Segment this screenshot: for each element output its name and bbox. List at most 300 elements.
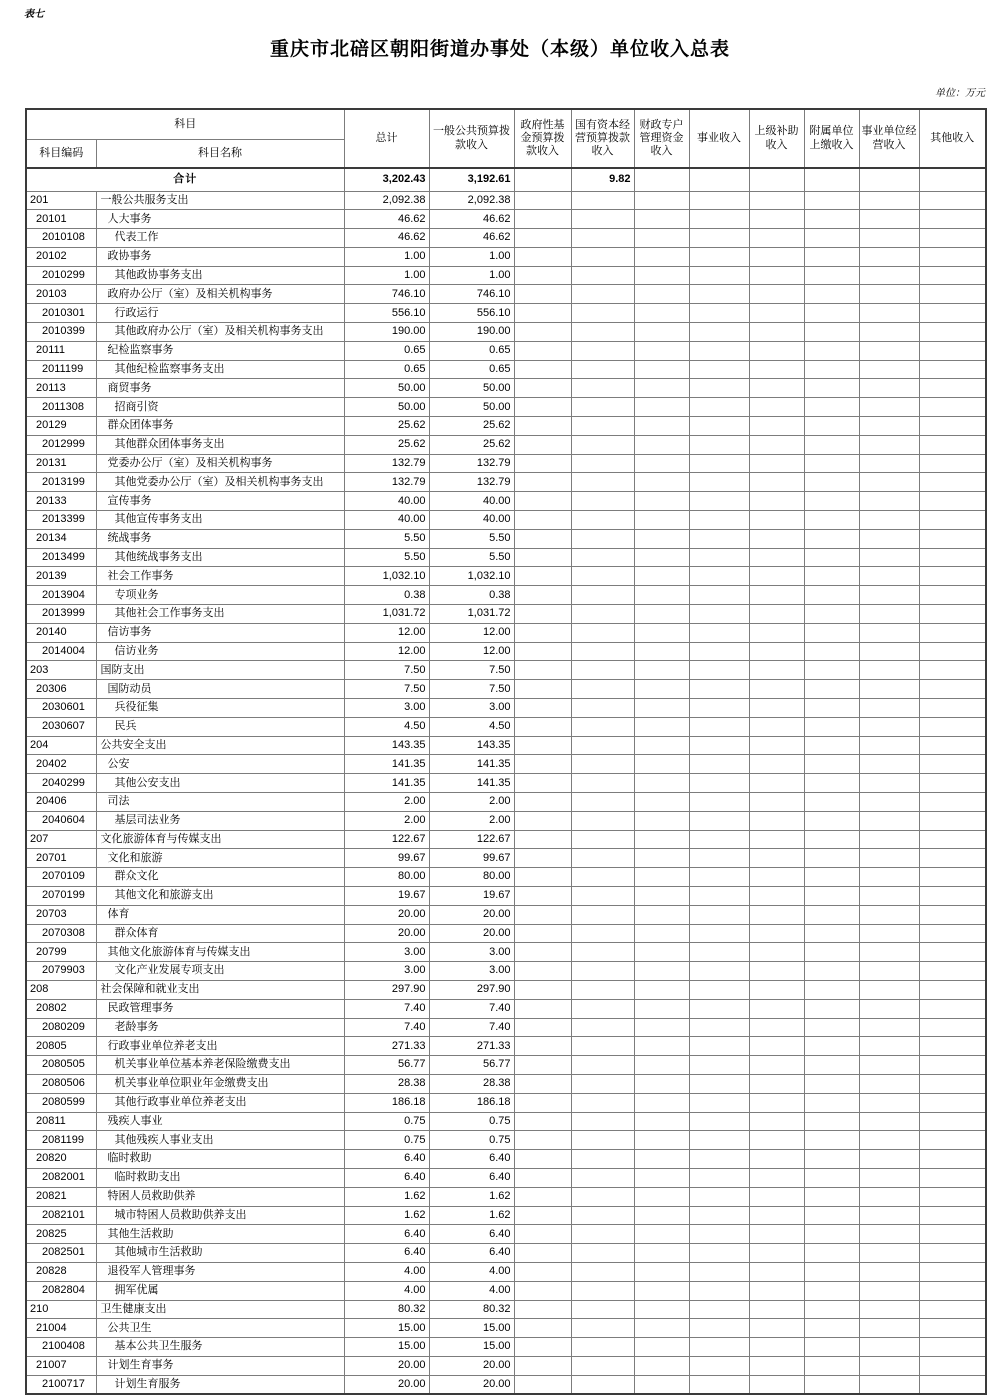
value-cell xyxy=(749,1112,804,1131)
value-cell xyxy=(689,266,749,285)
value-cell xyxy=(804,699,859,718)
value-cell xyxy=(804,266,859,285)
table-row xyxy=(26,1074,986,1093)
value-cell xyxy=(634,623,689,642)
total-row xyxy=(26,168,986,191)
value-cell xyxy=(919,642,986,661)
value-cell: 5.50 xyxy=(429,529,514,548)
value-cell xyxy=(804,1281,859,1300)
value-cell xyxy=(919,417,986,436)
table-row xyxy=(26,605,986,624)
value-cell xyxy=(689,699,749,718)
value-cell xyxy=(689,1074,749,1093)
value-cell: 556.10 xyxy=(429,304,514,323)
subject-name-cell: 其他生活救助 xyxy=(96,1225,344,1244)
table-row xyxy=(26,849,986,868)
value-cell xyxy=(514,247,571,266)
table-row xyxy=(26,736,986,755)
value-cell xyxy=(804,1112,859,1131)
value-cell: 190.00 xyxy=(344,323,429,342)
subject-name-cell: 其他公安支出 xyxy=(96,774,344,793)
value-cell xyxy=(804,717,859,736)
value-cell: 7.50 xyxy=(429,680,514,699)
value-cell xyxy=(804,304,859,323)
value-cell xyxy=(634,1131,689,1150)
subject-code-cell: 20134 xyxy=(26,529,96,548)
value-cell xyxy=(514,1262,571,1281)
value-cell xyxy=(689,548,749,567)
value-cell: 20.00 xyxy=(429,1375,514,1394)
subject-name-cell: 宣传事务 xyxy=(96,492,344,511)
value-cell: 25.62 xyxy=(344,417,429,436)
table-row xyxy=(26,623,986,642)
value-cell xyxy=(571,1356,634,1375)
table-row xyxy=(26,1300,986,1319)
total-value-cell: 3,192.61 xyxy=(429,168,514,191)
value-cell xyxy=(859,266,919,285)
value-cell xyxy=(749,473,804,492)
value-cell: 297.90 xyxy=(344,980,429,999)
value-cell xyxy=(571,811,634,830)
value-cell xyxy=(571,1300,634,1319)
value-cell xyxy=(634,398,689,417)
value-cell xyxy=(514,886,571,905)
value-cell xyxy=(919,210,986,229)
subject-name-cell: 基层司法业务 xyxy=(96,811,344,830)
value-cell xyxy=(859,1131,919,1150)
value-cell: 141.35 xyxy=(429,755,514,774)
value-cell xyxy=(634,1074,689,1093)
value-cell xyxy=(859,1093,919,1112)
subject-name-cell: 人大事务 xyxy=(96,210,344,229)
value-cell xyxy=(804,793,859,812)
value-cell xyxy=(859,454,919,473)
value-cell: 1.62 xyxy=(429,1187,514,1206)
value-cell xyxy=(919,1150,986,1169)
value-cell xyxy=(804,1131,859,1150)
value-cell xyxy=(749,379,804,398)
value-cell xyxy=(689,1037,749,1056)
value-cell xyxy=(571,830,634,849)
value-cell xyxy=(804,1338,859,1357)
value-cell xyxy=(514,285,571,304)
value-cell xyxy=(571,1037,634,1056)
value-cell xyxy=(634,1300,689,1319)
value-cell xyxy=(634,868,689,887)
value-cell xyxy=(689,1225,749,1244)
value-cell xyxy=(689,417,749,436)
value-cell xyxy=(514,191,571,210)
value-cell xyxy=(514,341,571,360)
value-cell xyxy=(634,1319,689,1338)
value-cell xyxy=(859,943,919,962)
value-cell: 186.18 xyxy=(429,1093,514,1112)
value-cell xyxy=(749,811,804,830)
subject-name-cell: 国防动员 xyxy=(96,680,344,699)
table-row xyxy=(26,304,986,323)
value-cell: 132.79 xyxy=(429,454,514,473)
value-cell: 15.00 xyxy=(344,1319,429,1338)
value-cell xyxy=(514,1225,571,1244)
value-cell xyxy=(859,849,919,868)
table-row xyxy=(26,717,986,736)
value-cell xyxy=(919,717,986,736)
value-cell xyxy=(689,830,749,849)
value-cell xyxy=(919,1168,986,1187)
table-row xyxy=(26,1338,986,1357)
total-value-cell xyxy=(514,168,571,191)
value-cell: 1.62 xyxy=(344,1187,429,1206)
value-cell xyxy=(514,1206,571,1225)
subject-name-cell: 拥军优属 xyxy=(96,1281,344,1300)
value-cell xyxy=(689,1056,749,1075)
value-cell: 3.00 xyxy=(344,699,429,718)
value-cell xyxy=(749,586,804,605)
value-cell xyxy=(634,717,689,736)
value-cell xyxy=(634,492,689,511)
value-cell xyxy=(804,398,859,417)
value-cell xyxy=(749,191,804,210)
table-row xyxy=(26,1056,986,1075)
value-cell xyxy=(514,1093,571,1112)
value-cell xyxy=(571,247,634,266)
value-cell xyxy=(859,1338,919,1357)
value-cell xyxy=(859,699,919,718)
value-cell xyxy=(804,435,859,454)
subject-name-cell: 代表工作 xyxy=(96,229,344,248)
value-cell xyxy=(689,755,749,774)
value-cell: 0.65 xyxy=(429,341,514,360)
value-cell xyxy=(804,1093,859,1112)
table-row xyxy=(26,1150,986,1169)
value-cell xyxy=(859,247,919,266)
table-row xyxy=(26,417,986,436)
value-cell xyxy=(804,661,859,680)
value-cell: 0.65 xyxy=(344,360,429,379)
value-cell xyxy=(804,943,859,962)
value-cell xyxy=(634,999,689,1018)
total-value-cell xyxy=(859,168,919,191)
value-cell xyxy=(571,1093,634,1112)
value-cell xyxy=(634,980,689,999)
value-cell: 2.00 xyxy=(344,811,429,830)
value-cell xyxy=(514,943,571,962)
value-cell xyxy=(919,905,986,924)
page-title: 重庆市北碚区朝阳街道办事处（本级）单位收入总表 xyxy=(269,39,730,60)
value-cell xyxy=(804,680,859,699)
value-cell: 7.50 xyxy=(344,661,429,680)
value-cell xyxy=(571,924,634,943)
table-row xyxy=(26,454,986,473)
table-row xyxy=(26,905,986,924)
value-cell xyxy=(634,210,689,229)
header-subject-group: 科目 xyxy=(26,109,344,139)
table-row xyxy=(26,980,986,999)
value-cell xyxy=(804,924,859,943)
value-cell xyxy=(919,247,986,266)
value-cell xyxy=(749,736,804,755)
value-cell xyxy=(634,774,689,793)
table-row xyxy=(26,1018,986,1037)
value-cell xyxy=(804,1074,859,1093)
value-cell xyxy=(634,1187,689,1206)
value-cell xyxy=(571,398,634,417)
value-cell xyxy=(749,1187,804,1206)
value-cell: 80.00 xyxy=(429,868,514,887)
value-cell xyxy=(859,793,919,812)
value-cell xyxy=(634,379,689,398)
value-cell xyxy=(514,229,571,248)
value-cell: 20.00 xyxy=(344,1356,429,1375)
value-cell xyxy=(919,999,986,1018)
value-cell: 3.00 xyxy=(344,962,429,981)
table-row xyxy=(26,379,986,398)
value-cell: 297.90 xyxy=(429,980,514,999)
value-cell: 12.00 xyxy=(344,642,429,661)
value-cell xyxy=(804,1056,859,1075)
value-cell xyxy=(859,868,919,887)
subject-name-cell: 临时救助 xyxy=(96,1150,344,1169)
value-cell: 12.00 xyxy=(344,623,429,642)
value-cell xyxy=(689,1112,749,1131)
value-cell: 7.40 xyxy=(429,1018,514,1037)
value-cell xyxy=(571,417,634,436)
subject-name-cell: 其他政协事务支出 xyxy=(96,266,344,285)
value-cell xyxy=(859,717,919,736)
value-cell xyxy=(514,1074,571,1093)
value-cell xyxy=(804,1225,859,1244)
value-cell xyxy=(859,511,919,530)
table-row xyxy=(26,1131,986,1150)
value-cell: 4.50 xyxy=(344,717,429,736)
subject-name-cell: 兵役征集 xyxy=(96,699,344,718)
value-cell xyxy=(514,398,571,417)
value-cell xyxy=(689,1262,749,1281)
value-cell: 15.00 xyxy=(429,1319,514,1338)
value-cell: 12.00 xyxy=(429,623,514,642)
value-cell xyxy=(919,849,986,868)
value-cell xyxy=(804,1356,859,1375)
table-row xyxy=(26,830,986,849)
subject-code-cell: 2082501 xyxy=(26,1244,96,1263)
table-row xyxy=(26,1093,986,1112)
value-cell xyxy=(804,774,859,793)
value-cell xyxy=(749,661,804,680)
value-cell xyxy=(689,511,749,530)
value-cell xyxy=(689,1356,749,1375)
value-cell xyxy=(634,680,689,699)
table-row xyxy=(26,247,986,266)
value-cell xyxy=(919,1112,986,1131)
subject-name-cell: 其他宣传事务支出 xyxy=(96,511,344,530)
value-cell xyxy=(804,229,859,248)
value-cell: 1.62 xyxy=(429,1206,514,1225)
value-cell xyxy=(919,567,986,586)
value-cell xyxy=(859,548,919,567)
value-cell xyxy=(514,605,571,624)
value-cell xyxy=(571,717,634,736)
table-row xyxy=(26,1356,986,1375)
value-cell: 746.10 xyxy=(429,285,514,304)
table-row xyxy=(26,285,986,304)
value-cell: 7.50 xyxy=(344,680,429,699)
subject-name-cell: 公共安全支出 xyxy=(96,736,344,755)
value-cell xyxy=(514,548,571,567)
value-cell xyxy=(919,736,986,755)
value-cell xyxy=(689,661,749,680)
value-cell xyxy=(804,586,859,605)
value-cell xyxy=(634,849,689,868)
value-cell xyxy=(689,642,749,661)
value-cell xyxy=(634,642,689,661)
value-cell: 46.62 xyxy=(429,210,514,229)
value-cell xyxy=(919,529,986,548)
subject-code-cell: 2100408 xyxy=(26,1338,96,1357)
value-cell xyxy=(634,417,689,436)
value-cell xyxy=(634,511,689,530)
value-cell xyxy=(689,999,749,1018)
subject-code-cell: 20828 xyxy=(26,1262,96,1281)
value-cell xyxy=(919,511,986,530)
subject-code-cell: 20133 xyxy=(26,492,96,511)
total-value-cell xyxy=(749,168,804,191)
value-cell xyxy=(634,266,689,285)
value-cell xyxy=(571,605,634,624)
value-cell xyxy=(859,830,919,849)
value-cell xyxy=(804,962,859,981)
value-cell xyxy=(689,962,749,981)
value-cell xyxy=(689,1281,749,1300)
table-row xyxy=(26,1375,986,1394)
value-cell xyxy=(634,755,689,774)
value-cell xyxy=(689,680,749,699)
value-cell xyxy=(571,1074,634,1093)
value-cell xyxy=(919,1225,986,1244)
subject-name-cell: 行政事业单位养老支出 xyxy=(96,1037,344,1056)
value-cell: 28.38 xyxy=(344,1074,429,1093)
table-row xyxy=(26,266,986,285)
value-cell xyxy=(689,943,749,962)
subject-code-cell: 2013904 xyxy=(26,586,96,605)
table-row xyxy=(26,1037,986,1056)
value-cell: 46.62 xyxy=(344,229,429,248)
value-cell xyxy=(634,699,689,718)
subject-code-cell: 20140 xyxy=(26,623,96,642)
table-row xyxy=(26,962,986,981)
value-cell: 2,092.38 xyxy=(429,191,514,210)
value-cell xyxy=(749,717,804,736)
value-cell: 271.33 xyxy=(344,1037,429,1056)
value-cell xyxy=(919,1300,986,1319)
value-cell xyxy=(514,1168,571,1187)
value-cell xyxy=(689,1244,749,1263)
value-cell xyxy=(689,229,749,248)
value-cell xyxy=(689,774,749,793)
value-cell xyxy=(689,1168,749,1187)
value-cell xyxy=(804,868,859,887)
table-row xyxy=(26,398,986,417)
header-col-affiliated-unit-remit: 附属单位上缴收入 xyxy=(804,109,859,168)
subject-name-cell: 群众体育 xyxy=(96,924,344,943)
value-cell: 7.50 xyxy=(429,661,514,680)
value-cell xyxy=(514,793,571,812)
value-cell xyxy=(689,1319,749,1338)
value-cell xyxy=(634,548,689,567)
subject-name-cell: 其他政府办公厅（室）及相关机构事务支出 xyxy=(96,323,344,342)
subject-name-cell: 其他城市生活救助 xyxy=(96,1244,344,1263)
table-row xyxy=(26,229,986,248)
value-cell xyxy=(689,1338,749,1357)
value-cell xyxy=(689,586,749,605)
value-cell xyxy=(749,699,804,718)
value-cell xyxy=(919,586,986,605)
value-cell xyxy=(919,379,986,398)
subject-code-cell: 2100717 xyxy=(26,1375,96,1394)
value-cell: 25.62 xyxy=(429,435,514,454)
value-cell xyxy=(804,605,859,624)
value-cell: 3.00 xyxy=(344,943,429,962)
value-cell xyxy=(859,191,919,210)
table-row xyxy=(26,1262,986,1281)
total-value-cell xyxy=(634,168,689,191)
value-cell xyxy=(571,736,634,755)
value-cell xyxy=(634,661,689,680)
value-cell xyxy=(689,285,749,304)
subject-name-cell: 其他党委办公厅（室）及相关机构事务支出 xyxy=(96,473,344,492)
value-cell xyxy=(749,642,804,661)
unit-note: 单位：万元 xyxy=(935,88,985,99)
value-cell xyxy=(571,699,634,718)
subject-name-cell: 政府办公厅（室）及相关机构事务 xyxy=(96,285,344,304)
value-cell xyxy=(804,417,859,436)
subject-name-cell: 计划生育事务 xyxy=(96,1356,344,1375)
value-cell xyxy=(514,849,571,868)
value-cell xyxy=(634,1281,689,1300)
table-row xyxy=(26,1225,986,1244)
value-cell xyxy=(749,886,804,905)
value-cell xyxy=(634,1018,689,1037)
value-cell xyxy=(571,680,634,699)
subject-code-cell: 21007 xyxy=(26,1356,96,1375)
subject-code-cell: 204 xyxy=(26,736,96,755)
value-cell xyxy=(749,1338,804,1357)
value-cell xyxy=(514,210,571,229)
value-cell xyxy=(749,304,804,323)
subject-code-cell: 20703 xyxy=(26,905,96,924)
value-cell xyxy=(749,793,804,812)
value-cell: 15.00 xyxy=(429,1338,514,1357)
value-cell xyxy=(514,379,571,398)
value-cell xyxy=(859,360,919,379)
table-number-label: 表七 xyxy=(24,9,44,20)
value-cell xyxy=(804,454,859,473)
value-cell xyxy=(804,905,859,924)
subject-name-cell: 民政管理事务 xyxy=(96,999,344,1018)
value-cell xyxy=(919,285,986,304)
value-cell: 46.62 xyxy=(344,210,429,229)
value-cell: 4.00 xyxy=(429,1262,514,1281)
value-cell xyxy=(749,285,804,304)
subject-name-cell: 统战事务 xyxy=(96,529,344,548)
value-cell: 0.75 xyxy=(429,1112,514,1131)
value-cell xyxy=(571,473,634,492)
subject-code-cell: 2082101 xyxy=(26,1206,96,1225)
value-cell xyxy=(634,830,689,849)
value-cell xyxy=(749,567,804,586)
value-cell xyxy=(804,1150,859,1169)
subject-code-cell: 20821 xyxy=(26,1187,96,1206)
value-cell xyxy=(749,529,804,548)
